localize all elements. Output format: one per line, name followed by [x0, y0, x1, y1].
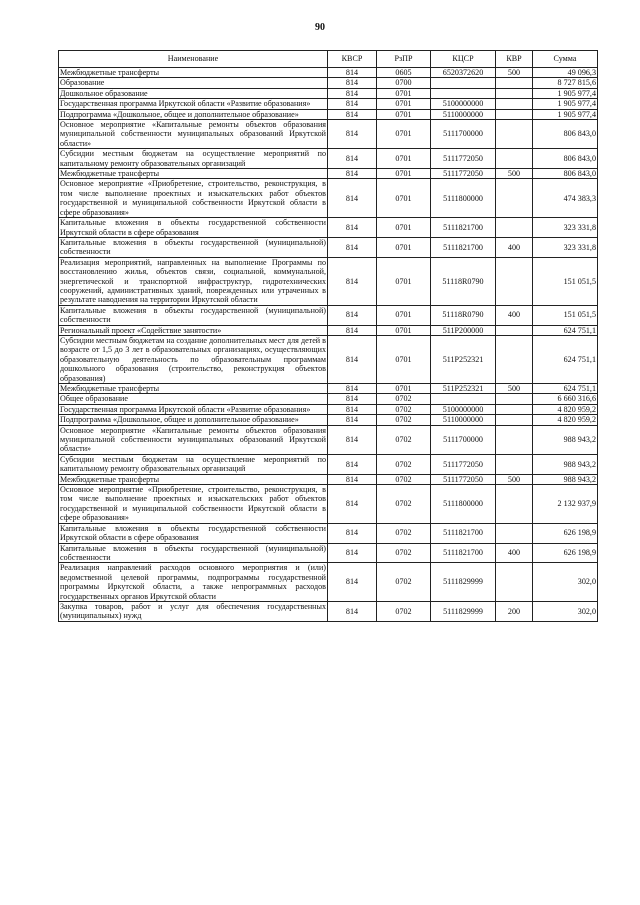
row-rzpr-cell: 0701	[377, 305, 431, 325]
row-kvr-cell: 500	[496, 474, 533, 484]
row-sum-cell: 8 727 815,6	[533, 78, 598, 88]
row-kvsr-cell: 814	[328, 237, 377, 257]
row-sum-cell: 1 905 977,4	[533, 99, 598, 109]
row-kcsr-cell: 5110000000	[431, 415, 496, 425]
row-kcsr-cell: 5111821700	[431, 237, 496, 257]
row-name-cell: Реализация мероприятий, направленных на выполнение Программы по восстановлению жилья, объектов связи, социальной, коммунальной, энергетической и транспортной инфраструктур, гидротехнических сооружений, административных зданий, поврежденных или утраченных в результате наводнения на территории Иркутской области	[60, 257, 326, 305]
row-kvsr-cell: 814	[328, 335, 377, 383]
row-sum-cell: 806 843,0	[533, 149, 598, 169]
row-name-cell: Капитальные вложения в объекты государственной собственности Иркутской области в сфере образования	[60, 218, 326, 237]
row-sum-cell: 624 751,1	[533, 325, 598, 335]
row-rzpr-cell: 0702	[377, 404, 431, 414]
row-kvsr-cell: 814	[328, 305, 377, 325]
row-kvsr-cell: 814	[328, 257, 377, 305]
row-sum-cell: 49 096,3	[533, 68, 598, 78]
row-rzpr-cell: 0701	[377, 88, 431, 98]
table-row	[59, 415, 598, 425]
row-rzpr-cell: 0701	[377, 218, 431, 238]
column-header-sum: Сумма	[533, 51, 598, 68]
row-sum-cell: 1 905 977,4	[533, 109, 598, 119]
row-name-cell: Образование	[59, 78, 328, 88]
row-sum-cell: 4 820 959,2	[533, 404, 598, 414]
table-row	[59, 305, 598, 325]
row-sum-cell: 2 132 937,9	[533, 485, 598, 524]
budget-table	[58, 50, 598, 622]
row-kcsr-cell	[431, 394, 496, 404]
table-row	[59, 179, 598, 218]
row-kcsr-cell: 5111821700	[431, 523, 496, 543]
row-rzpr-cell: 0701	[377, 237, 431, 257]
row-kvr-cell	[496, 523, 533, 543]
row-name-cell: Региональный проект «Содействие занятости»	[59, 325, 328, 335]
row-rzpr-cell: 0702	[377, 425, 431, 454]
row-kvsr-cell: 814	[328, 394, 377, 404]
row-kcsr-cell: 511P252321	[431, 335, 496, 383]
table-row	[59, 394, 598, 404]
table-row	[59, 237, 598, 257]
row-kvr-cell	[496, 325, 533, 335]
row-kcsr-cell: 5111800000	[431, 179, 496, 218]
row-rzpr-cell: 0702	[377, 543, 431, 563]
row-name-cell: Закупка товаров, работ и услуг для обеспечения государственных (муниципальных) нужд	[60, 601, 326, 621]
column-header-kcsr: КЦСР	[431, 51, 496, 68]
table-row	[59, 454, 598, 474]
row-sum-cell: 988 943,2	[533, 474, 598, 484]
row-rzpr-cell: 0701	[377, 257, 431, 305]
row-sum-cell: 624 751,1	[533, 384, 598, 394]
row-kcsr-cell: 5100000000	[431, 404, 496, 414]
row-name-cell: Основное мероприятие «Приобретение, строительство, реконструкция, в том числе выполнение проектных и изыскательских работ объектов государственной и муниципальной собственности Иркутской области в сфере образования»	[60, 179, 326, 217]
table-row	[59, 99, 598, 109]
row-name-cell: Капитальные вложения в объекты государственной (муниципальной) собственности	[60, 305, 326, 325]
row-kcsr-cell: 511P252321	[431, 384, 496, 394]
row-kvsr-cell: 814	[328, 454, 377, 474]
row-kvr-cell	[496, 425, 533, 454]
row-rzpr-cell: 0701	[377, 120, 431, 149]
table-row	[59, 68, 598, 78]
table-row	[59, 523, 598, 543]
row-rzpr-cell: 0701	[377, 149, 431, 169]
table-row	[59, 88, 598, 98]
row-kvr-cell	[496, 120, 533, 149]
row-kcsr-cell: 5111700000	[431, 120, 496, 149]
row-rzpr-cell: 0700	[377, 78, 431, 88]
row-name-cell: Капитальные вложения в объекты государственной собственности Иркутской области в сфере образования	[60, 523, 326, 543]
row-kvr-cell	[496, 88, 533, 98]
row-kcsr-cell: 5111700000	[431, 425, 496, 454]
row-kvr-cell	[496, 109, 533, 119]
row-kvr-cell	[496, 99, 533, 109]
row-rzpr-cell: 0702	[377, 523, 431, 543]
row-kcsr-cell: 5111800000	[431, 485, 496, 524]
row-sum-cell: 474 383,3	[533, 179, 598, 218]
row-kvr-cell	[496, 257, 533, 305]
row-kvr-cell	[496, 78, 533, 88]
row-kvr-cell	[496, 179, 533, 218]
row-kcsr-cell: 511P200000	[431, 325, 496, 335]
row-kvsr-cell: 814	[328, 384, 377, 394]
row-rzpr-cell: 0702	[377, 601, 431, 621]
row-kvr-cell	[496, 335, 533, 383]
row-rzpr-cell: 0702	[377, 474, 431, 484]
row-rzpr-cell: 0701	[377, 325, 431, 335]
row-name-cell: Межбюджетные трансферты	[59, 68, 328, 78]
row-rzpr-cell: 0605	[377, 68, 431, 78]
row-sum-cell: 624 751,1	[533, 335, 598, 383]
row-kcsr-cell: 5100000000	[431, 99, 496, 109]
row-sum-cell: 988 943,2	[533, 425, 598, 454]
row-kcsr-cell: 5110000000	[431, 109, 496, 119]
table-row	[59, 425, 598, 454]
row-kvsr-cell: 814	[328, 88, 377, 98]
row-kvsr-cell: 814	[328, 179, 377, 218]
row-kvsr-cell: 814	[328, 563, 377, 602]
table-row	[59, 218, 598, 238]
row-kvsr-cell: 814	[328, 543, 377, 563]
row-kcsr-cell	[431, 78, 496, 88]
row-kvr-cell	[496, 218, 533, 238]
row-kvsr-cell: 814	[328, 425, 377, 454]
table-row	[59, 384, 598, 394]
row-kvr-cell	[496, 563, 533, 602]
row-kvr-cell: 400	[496, 305, 533, 325]
row-kcsr-cell: 5111772050	[431, 454, 496, 474]
row-name-cell: Основное мероприятие «Капитальные ремонты объектов образования муниципальной собственности муниципальных образований Иркутской области»	[60, 120, 326, 148]
row-kvsr-cell: 814	[328, 109, 377, 119]
table-row	[59, 325, 598, 335]
table-row	[59, 543, 598, 563]
row-name-cell: Межбюджетные трансферты	[59, 474, 328, 484]
row-name-cell: Субсидии местным бюджетам на создание дополнительных мест для детей в возрасте от 1,5 до 3 лет в образовательных организациях, осуществляющих образовательную деятельность по образовательным программам дошкольного образования (строительство, реконструкция объектов образования)	[60, 335, 326, 383]
row-kcsr-cell: 5111821700	[431, 218, 496, 238]
table-row	[59, 563, 598, 602]
row-kcsr-cell: 5111821700	[431, 543, 496, 563]
row-sum-cell: 4 820 959,2	[533, 415, 598, 425]
row-kvr-cell	[496, 149, 533, 169]
row-rzpr-cell: 0701	[377, 109, 431, 119]
table-row	[59, 78, 598, 88]
table-header-row	[59, 51, 598, 68]
table-row	[59, 109, 598, 119]
row-kcsr-cell: 51118R0790	[431, 305, 496, 325]
row-kvr-cell	[496, 454, 533, 474]
table-row	[59, 257, 598, 305]
row-name-cell: Государственная программа Иркутской области «Развитие образования»	[59, 404, 328, 414]
row-kvr-cell	[496, 485, 533, 524]
row-kcsr-cell: 5111772050	[431, 474, 496, 484]
row-rzpr-cell: 0701	[377, 384, 431, 394]
row-sum-cell: 626 198,9	[533, 543, 598, 563]
table-row	[59, 601, 598, 621]
row-name-cell: Реализация направлений расходов основного мероприятия и (или) ведомственной целевой программы, подпрограммы государственной программы Иркутской области, а также непрограммных расходов государственных органов Иркутской области	[60, 563, 326, 601]
table-row	[59, 485, 598, 524]
row-kvsr-cell: 814	[328, 601, 377, 621]
row-name-cell: Субсидии местным бюджетам на осуществление мероприятий по капитальному ремонту образовательных организаций	[60, 454, 326, 474]
row-kvsr-cell: 814	[328, 99, 377, 109]
row-sum-cell: 302,0	[533, 563, 598, 602]
row-sum-cell: 1 905 977,4	[533, 88, 598, 98]
row-kvsr-cell: 814	[328, 149, 377, 169]
row-kvr-cell: 400	[496, 543, 533, 563]
row-sum-cell: 626 198,9	[533, 523, 598, 543]
row-kvsr-cell: 814	[328, 415, 377, 425]
row-kvsr-cell: 814	[328, 474, 377, 484]
row-sum-cell: 151 051,5	[533, 305, 598, 325]
row-rzpr-cell: 0701	[377, 179, 431, 218]
row-rzpr-cell: 0701	[377, 335, 431, 383]
row-rzpr-cell: 0702	[377, 563, 431, 602]
row-kvr-cell: 500	[496, 68, 533, 78]
row-name-cell: Подпрограмма «Дошкольное, общее и дополнительное образование»	[59, 415, 328, 425]
row-kvr-cell: 500	[496, 169, 533, 179]
table-row	[59, 474, 598, 484]
row-rzpr-cell: 0702	[377, 454, 431, 474]
row-sum-cell: 988 943,2	[533, 454, 598, 474]
row-name-cell: Межбюджетные трансферты	[59, 169, 328, 179]
column-header-name: Наименование	[59, 51, 328, 68]
row-name-cell: Субсидии местным бюджетам на осуществление мероприятий по капитальному ремонту образовательных организаций	[60, 149, 326, 168]
row-rzpr-cell: 0702	[377, 394, 431, 404]
row-kvr-cell	[496, 415, 533, 425]
table-row	[59, 149, 598, 169]
row-rzpr-cell: 0701	[377, 169, 431, 179]
row-sum-cell: 806 843,0	[533, 120, 598, 149]
row-rzpr-cell: 0701	[377, 99, 431, 109]
row-name-cell: Дошкольное образование	[59, 88, 328, 98]
table-row	[59, 335, 598, 383]
row-kvr-cell: 500	[496, 384, 533, 394]
row-kvr-cell	[496, 404, 533, 414]
row-kcsr-cell: 6520372620	[431, 68, 496, 78]
column-header-kvsr: КВСР	[328, 51, 377, 68]
table-row	[59, 404, 598, 414]
row-name-cell: Государственная программа Иркутской области «Развитие образования»	[59, 99, 328, 109]
column-header-rzpr: РзПР	[377, 51, 431, 68]
row-kvr-cell: 400	[496, 237, 533, 257]
row-kvr-cell	[496, 394, 533, 404]
table-row	[59, 120, 598, 149]
row-kvsr-cell: 814	[328, 325, 377, 335]
row-sum-cell: 151 051,5	[533, 257, 598, 305]
page-number: 90	[315, 22, 325, 33]
row-kcsr-cell: 51118R0790	[431, 257, 496, 305]
row-kvsr-cell: 814	[328, 169, 377, 179]
row-rzpr-cell: 0702	[377, 485, 431, 524]
row-name-cell: Капитальные вложения в объекты государственной (муниципальной) собственности	[60, 543, 326, 562]
table-row	[59, 169, 598, 179]
row-rzpr-cell: 0702	[377, 415, 431, 425]
row-kvsr-cell: 814	[328, 404, 377, 414]
row-kcsr-cell: 5111829999	[431, 563, 496, 602]
row-kvsr-cell: 814	[328, 218, 377, 238]
row-name-cell: Межбюджетные трансферты	[59, 384, 328, 394]
row-kvsr-cell: 814	[328, 485, 377, 524]
row-kvsr-cell: 814	[328, 78, 377, 88]
row-kcsr-cell: 5111772050	[431, 169, 496, 179]
row-kcsr-cell: 5111829999	[431, 601, 496, 621]
row-kcsr-cell: 5111772050	[431, 149, 496, 169]
row-name-cell: Подпрограмма «Дошкольное, общее и дополнительное образование»	[59, 109, 328, 119]
row-sum-cell: 302,0	[533, 601, 598, 621]
column-header-kvr: КВР	[496, 51, 533, 68]
row-name-cell: Основное мероприятие «Капитальные ремонты объектов образования муниципальной собственности муниципальных образований Иркутской области»	[60, 425, 326, 454]
row-kvsr-cell: 814	[328, 68, 377, 78]
row-sum-cell: 6 660 316,6	[533, 394, 598, 404]
row-name-cell: Основное мероприятие «Приобретение, строительство, реконструкция, в том числе выполнение проектных и изыскательских работ объектов государственной и муниципальной собственности Иркутской области в сфере образования»	[60, 485, 326, 523]
row-name-cell: Общее образование	[59, 394, 328, 404]
row-name-cell: Капитальные вложения в объекты государственной (муниципальной) собственности	[60, 237, 326, 257]
row-kvr-cell: 200	[496, 601, 533, 621]
row-sum-cell: 323 331,8	[533, 218, 598, 238]
row-kvsr-cell: 814	[328, 120, 377, 149]
row-sum-cell: 806 843,0	[533, 169, 598, 179]
row-kvsr-cell: 814	[328, 523, 377, 543]
row-kcsr-cell	[431, 88, 496, 98]
row-sum-cell: 323 331,8	[533, 237, 598, 257]
